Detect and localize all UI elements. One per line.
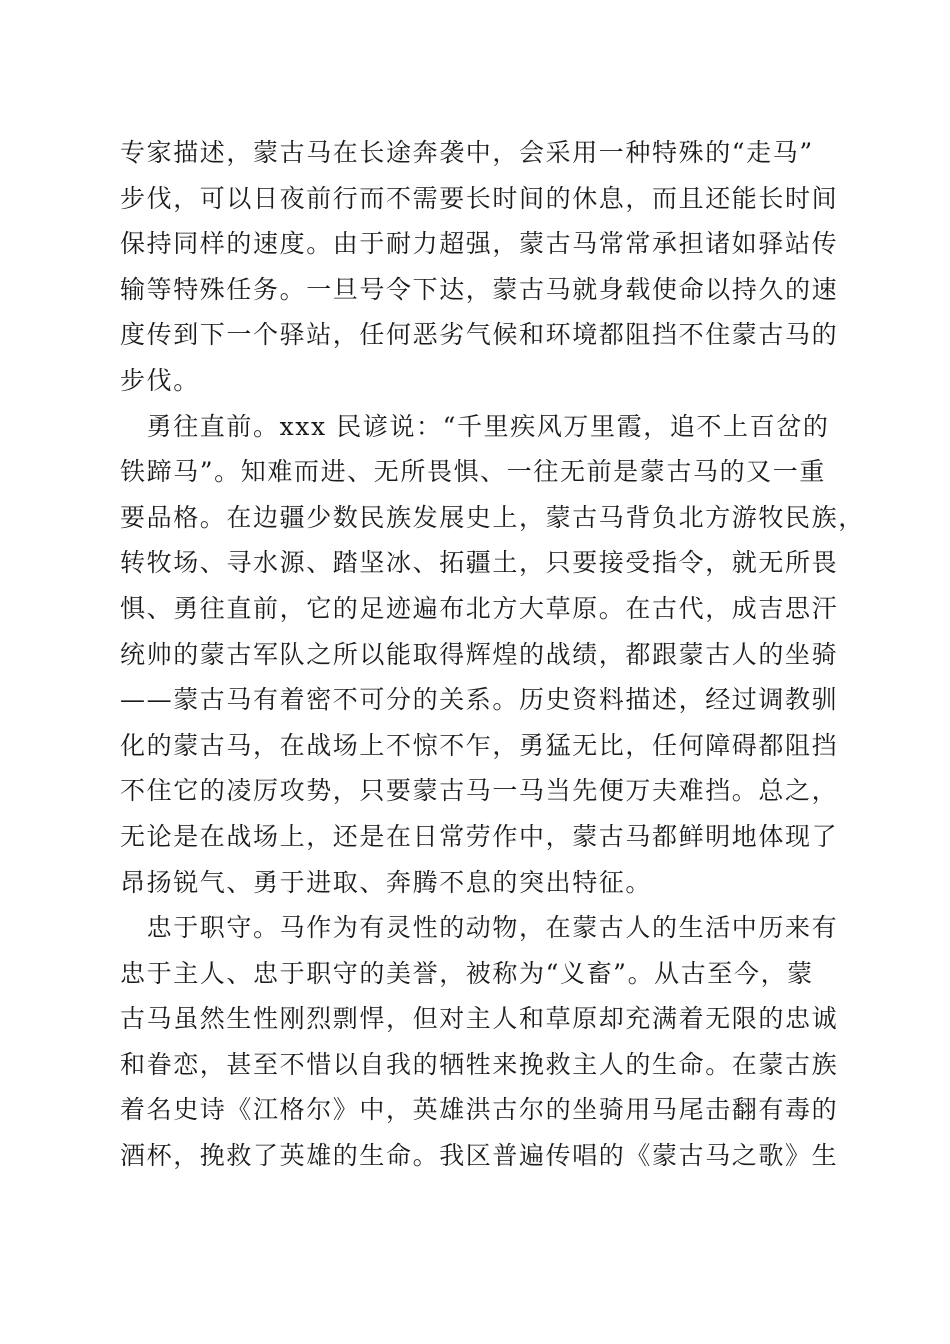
paragraph-2-line-11: 昂扬锐气、勇于进取、奔腾不息的突出特征。 (120, 867, 653, 897)
paragraph-2-line-3: 要品格。在边疆少数民族发展史上，蒙古马背负北方游牧民族， (120, 502, 865, 532)
paragraph-3-line-6: 酒杯，挽救了英雄的生命。我区普遍传唱的《蒙古马之歌》生 (120, 1141, 839, 1171)
paragraph-3-line-3: 古马虽然生性刚烈剽悍，但对主人和草原却充满着无限的忠诚 (120, 1004, 839, 1034)
paragraph-2-line-9: 不住它的凌厉攻势，只要蒙古马一马当先便万夫难挡。总之， (120, 776, 839, 806)
paragraph-1-line-4: 输等特殊任务。一旦号令下达，蒙古马就身载使命以持久的速 (120, 274, 839, 304)
paragraph-2-line-2: 铁蹄马”。知难而进、无所畏惧、一往无前是蒙古马的又一重 (120, 457, 826, 487)
paragraph-2-line-4: 转牧场、寻水源、踏坚冰、拓疆土，只要接受指令，就无所畏 (120, 548, 839, 578)
paragraph-3-line-5: 着名史诗《江格尔》中，英雄洪古尔的坐骑用马尾击翻有毒的 (120, 1095, 839, 1125)
paragraph-2-line-7: ——蒙古马有着密不可分的关系。历史资料描述，经过调教驯 (120, 685, 839, 715)
paragraph-1-line-2: 步伐，可以日夜前行而不需要长时间的休息，而且还能长时间 (120, 183, 839, 213)
paragraph-2-line-6: 统帅的蒙古军队之所以能取得辉煌的战绩，都跟蒙古人的坐骑 (120, 639, 839, 669)
body-text (120, 130, 865, 1179)
paragraph-3-line-4: 和眷恋，甚至不惜以自我的牺牲来挽救主人的生命。在蒙古族 (120, 1049, 839, 1079)
paragraph-2-line-8: 化的蒙古马，在战场上不惊不乍，勇猛无比，任何障碍都阻挡 (120, 730, 839, 760)
paragraph-1-line-5: 度传到下一个驿站，任何恶劣气候和环境都阻挡不住蒙古马的 (120, 320, 839, 350)
paragraph-3-line-2: 忠于主人、忠于职守的美誉，被称为“义畜”。从古至今，蒙 (120, 958, 814, 988)
paragraph-2-line-5: 惧、勇往直前，它的足迹遍布北方大草原。在古代，成吉思汗 (120, 593, 839, 623)
paragraph-2-line-1: 勇往直前。xxx 民谚说：“千里疾风万里霞，追不上百岔的 (120, 411, 830, 441)
paragraph-1-line-6: 步伐。 (120, 365, 200, 395)
paragraph-1-line-3: 保持同样的速度。由于耐力超强，蒙古马常常承担诸如驿站传 (120, 229, 839, 259)
paragraph-3-line-1: 忠于职守。马作为有灵性的动物，在蒙古人的生活中历来有 (120, 913, 839, 943)
paragraph-1-line-1: 专家描述，蒙古马在长途奔袭中，会采用一种特殊的“走马” (120, 138, 814, 167)
paragraph-2-line-10: 无论是在战场上，还是在日常劳作中，蒙古马都鲜明地体现了 (120, 821, 839, 851)
